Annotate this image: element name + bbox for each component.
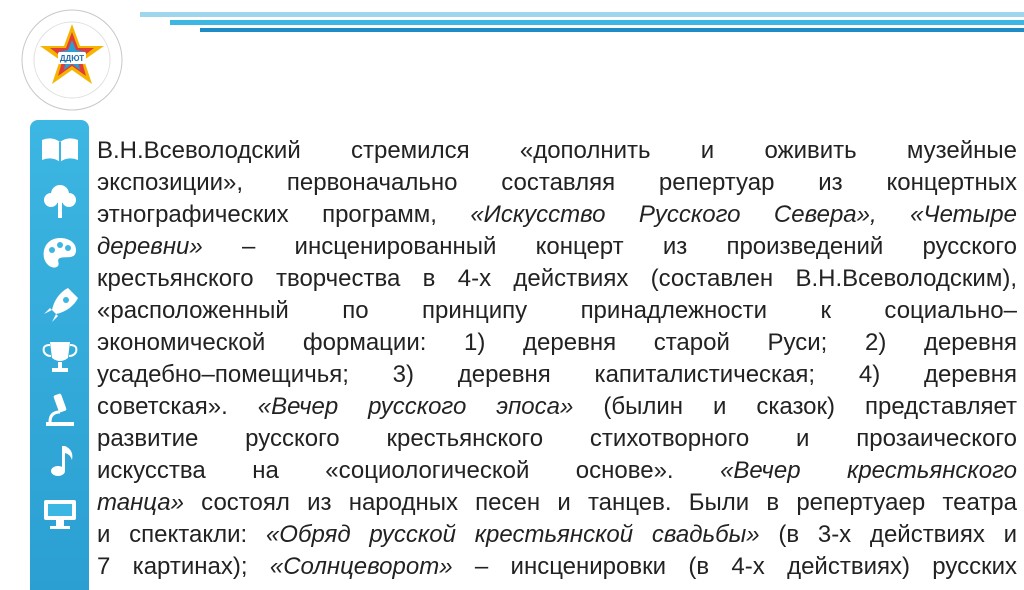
text-span: (былин и сказок) представляет <box>573 393 1017 420</box>
text-span: (в 3-х действиях и <box>759 521 1017 548</box>
text-span: экономической формации: 1) деревня старой Руси; 2) деревня <box>97 329 1017 356</box>
text-span: усадебно–помещичья; 3) деревня капиталистическая; 4) деревня <box>97 361 1017 388</box>
logo-text: ДДЮТ <box>59 54 85 63</box>
body-text <box>97 135 1017 583</box>
header-stripes <box>140 12 1024 38</box>
text-span: крестьянского творчества в 4-х действиях (составлен В.Н.Всеволодским), <box>97 265 1017 292</box>
text-span: развитие русского крестьянского стихотворного и прозаического <box>97 425 1017 452</box>
text-line <box>97 167 1017 199</box>
text-line <box>97 199 1017 231</box>
text-span: состоял из народных песен и танцев. Были в репертуаер театра <box>183 489 1017 516</box>
palette-icon <box>38 232 82 276</box>
text-span: «расположенный по принципу принадлежности к социально– <box>97 297 1017 324</box>
text-span: экспозиции», первоначально составляя репертуар из концертных <box>97 169 1017 196</box>
computer-icon <box>38 492 82 536</box>
music-note-icon <box>38 440 82 484</box>
text-line <box>97 135 1017 167</box>
microscope-icon <box>38 388 82 432</box>
text-italic: «Солнцеворот» <box>269 553 453 580</box>
text-italic: «Обряд русской крестьянской свадьбы» <box>265 521 760 548</box>
text-line <box>97 295 1017 327</box>
text-span: – инсценировки (в 4-х действиях) русских <box>452 553 1017 580</box>
tree-icon <box>38 180 82 224</box>
text-line <box>97 391 1017 423</box>
text-span: советская». <box>97 393 258 420</box>
text-line <box>97 263 1017 295</box>
text-span: 7 картинах); <box>97 553 270 580</box>
text-line <box>97 423 1017 455</box>
rocket-icon <box>38 284 82 328</box>
text-line <box>97 487 1017 519</box>
text-italic: танца» <box>97 489 184 516</box>
sidebar-icon-strip <box>30 120 89 590</box>
text-line <box>97 231 1017 263</box>
text-line <box>97 519 1017 551</box>
text-italic: «Вечер русского эпоса» <box>257 393 574 420</box>
text-line <box>97 551 1017 583</box>
organization-logo <box>18 6 126 114</box>
text-line <box>97 327 1017 359</box>
text-italic: деревни» <box>97 233 203 260</box>
text-italic: «Искусство Русского Севера», «Четыре <box>470 201 1017 228</box>
trophy-icon <box>38 336 82 380</box>
text-span: В.Н.Всеволодский стремился «дополнить и оживить музейные <box>97 137 1017 164</box>
book-icon <box>38 128 82 172</box>
text-span: этнографических программ, <box>97 201 471 228</box>
text-span: и спектакли: <box>97 521 266 548</box>
text-span: – инсценированный концерт из произведений русского <box>202 233 1017 260</box>
text-span: искусства на «социологической основе». <box>97 457 721 484</box>
text-line <box>97 455 1017 487</box>
text-line <box>97 359 1017 391</box>
text-italic: «Вечер крестьянского <box>720 457 1017 484</box>
